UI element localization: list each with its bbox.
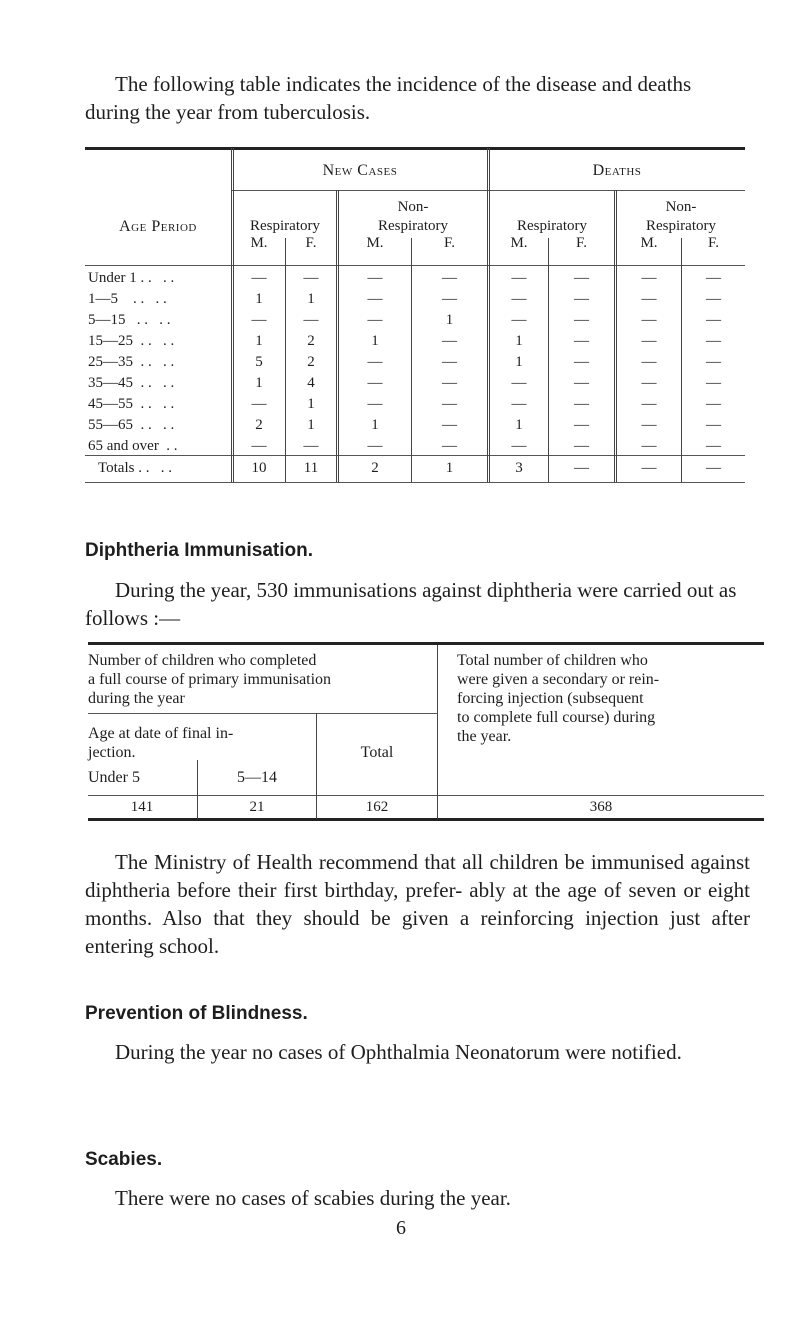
table-cell: 1 — [371, 333, 379, 349]
scabies-paragraph — [85, 1184, 750, 1212]
m-header: M. — [366, 235, 384, 251]
f-header: F. — [444, 235, 455, 251]
table-cell: — — [511, 375, 527, 391]
tuberculosis-table — [0, 0, 801, 500]
table-cell: — — [641, 354, 657, 370]
age-header-line: Age at date of final in- — [88, 725, 234, 742]
table-cell: — — [641, 291, 657, 307]
diphtheria-intro-text: During the year, 530 immunisations against diphtheria were carried out as follows :— — [85, 578, 737, 630]
under5-value: 141 — [130, 799, 154, 815]
f-header: F. — [576, 235, 587, 251]
age-label: 25—35 . . . . — [88, 354, 175, 370]
non-respiratory-header-line2: Respiratory — [646, 218, 716, 234]
table-cell: 2 — [307, 333, 315, 349]
table-cell: 5 — [255, 354, 263, 370]
secondary-header-line: Total number of children who — [457, 652, 648, 669]
table-cell: — — [706, 375, 721, 391]
m-header: M. — [250, 235, 268, 251]
deaths-header: Deaths — [592, 162, 642, 179]
table-cell: — — [442, 333, 457, 349]
totals-cell: 3 — [515, 460, 523, 476]
table-top-rule — [85, 147, 745, 150]
age-label: 65 and over . . — [88, 438, 178, 454]
totals-label: Totals . . . . — [98, 460, 172, 476]
table-cell: 1 — [307, 396, 315, 412]
table-cell: 1 — [307, 417, 315, 433]
table-cell: 1 — [515, 333, 523, 349]
recommendation-paragraph — [85, 848, 750, 960]
table-cell: — — [251, 396, 267, 412]
table-cell: — — [442, 438, 457, 454]
secondary-header — [457, 651, 757, 746]
secondary-header-line: were given a secondary or rein- — [457, 671, 660, 688]
table-cell: — — [574, 354, 589, 370]
table-cell: — — [511, 291, 527, 307]
divider — [614, 190, 615, 482]
primary-header — [88, 651, 433, 708]
secondary-header-line: the year. — [457, 728, 512, 745]
table-cell: — — [641, 396, 657, 412]
table-cell: — — [442, 417, 457, 433]
table-cell: 1 — [371, 417, 379, 433]
blindness-paragraph — [85, 1038, 750, 1066]
m-header: M. — [640, 235, 658, 251]
table-cell: 1 — [445, 312, 454, 328]
age-label: 55—65 . . . . — [88, 417, 175, 433]
table-cell: — — [303, 270, 319, 286]
table-cell: — — [706, 333, 721, 349]
age-header-line: jection. — [88, 744, 136, 761]
table-cell: — — [641, 438, 657, 454]
table-cell: — — [442, 375, 457, 391]
primary-header-line: during the year — [88, 690, 185, 707]
scabies-heading: Scabies. — [85, 1149, 163, 1170]
table-bottom-rule — [85, 482, 745, 483]
totals-cell: 10 — [251, 460, 267, 476]
totals-cell: — — [706, 460, 721, 476]
table-cell: 2 — [255, 417, 263, 433]
table-cell: — — [367, 354, 383, 370]
age5-14-value: 21 — [249, 799, 265, 815]
table-cell: — — [706, 312, 721, 328]
table-cell: — — [303, 312, 319, 328]
totals-cell: 1 — [445, 460, 454, 476]
table-cell: 1 — [515, 417, 523, 433]
table-cell: — — [706, 354, 721, 370]
table-cell: 4 — [307, 375, 315, 391]
table-cell: — — [574, 312, 589, 328]
age-header — [88, 724, 308, 762]
table-cell: — — [574, 396, 589, 412]
table-cell: — — [706, 291, 721, 307]
primary-header-line: a full course of primary immunisation — [88, 671, 332, 688]
scabies-text: There were no cases of scabies during the year. — [115, 1186, 511, 1210]
table-cell: — — [367, 375, 383, 391]
non-respiratory-header-line1: Non- — [665, 199, 697, 215]
table-cell: — — [641, 375, 657, 391]
age-label: 5—15 . . . . — [88, 312, 171, 328]
non-respiratory-header-line1: Non- — [397, 199, 429, 215]
totals-cell: 2 — [371, 460, 379, 476]
divider — [437, 645, 438, 819]
table-cell: — — [367, 291, 383, 307]
totals-cell: 11 — [303, 460, 319, 476]
table-cell: — — [574, 270, 589, 286]
age-label: 1—5 . . . . — [88, 291, 167, 307]
table-cell: — — [511, 438, 527, 454]
table-cell: — — [706, 417, 721, 433]
table-cell: — — [303, 438, 319, 454]
non-respiratory-header-line2: Respiratory — [378, 218, 448, 234]
table-cell: 1 — [255, 291, 263, 307]
table-cell: — — [574, 375, 589, 391]
table-cell: — — [367, 396, 383, 412]
table-cell: — — [367, 270, 383, 286]
recommendation-text: The Ministry of Health recommend that all children be immunised against diphtheria before their first birthday, prefer- ably at the age of seven or eight months. Also that they should be given a reinforcing injection just after entering school. — [85, 850, 750, 958]
total-header: Total — [360, 744, 394, 761]
age-period-header: Age Period — [119, 218, 197, 235]
table-cell: — — [574, 291, 589, 307]
divider — [231, 148, 232, 482]
sub-header-rule — [88, 795, 764, 796]
age-label: 15—25 . . . . — [88, 333, 175, 349]
table-cell: — — [367, 438, 383, 454]
table-cell: — — [706, 396, 721, 412]
table-cell: — — [251, 438, 267, 454]
table-top-rule — [88, 642, 764, 645]
table-cell: — — [442, 354, 457, 370]
new-cases-header: New Cases — [322, 162, 398, 179]
f-header: F. — [305, 235, 317, 251]
totals-cell: — — [574, 460, 589, 476]
age-label: 35—45 . . . . — [88, 375, 175, 391]
secondary-header-line: to complete full course) during — [457, 709, 656, 726]
respiratory-header: Respiratory — [517, 218, 587, 234]
table-cell: — — [641, 333, 657, 349]
secondary-header-line: forcing injection (subsequent — [457, 690, 644, 707]
divider — [487, 148, 488, 482]
table-cell: — — [511, 396, 527, 412]
blindness-heading: Prevention of Blindness. — [85, 1003, 308, 1024]
table-bottom-rule — [88, 818, 764, 821]
m-header: M. — [510, 235, 528, 251]
table-cell: — — [442, 396, 457, 412]
table-cell: 1 — [255, 333, 263, 349]
table-cell: 1 — [255, 375, 263, 391]
header-bottom-rule — [85, 265, 745, 266]
header-mid-rule — [88, 713, 437, 714]
respiratory-header: Respiratory — [250, 218, 320, 234]
age-label: 45—55 . . . . — [88, 396, 175, 412]
table-cell: — — [442, 291, 457, 307]
table-cell: — — [641, 417, 657, 433]
under5-header: Under 5 — [88, 769, 140, 786]
table-cell: — — [511, 312, 527, 328]
total-value: 162 — [365, 799, 389, 815]
age5-14-header: 5—14 — [237, 769, 277, 786]
table-cell: — — [641, 312, 657, 328]
table-cell: — — [574, 333, 589, 349]
page-number: 6 — [396, 1217, 406, 1239]
table-cell: — — [706, 438, 721, 454]
primary-header-line: Number of children who completed — [88, 652, 317, 669]
table-cell: 2 — [307, 354, 315, 370]
table-cell: — — [251, 312, 267, 328]
totals-cell: — — [641, 460, 657, 476]
table-cell: — — [442, 270, 457, 286]
secondary-value: 368 — [589, 799, 613, 815]
table-cell: — — [574, 438, 589, 454]
f-header: F. — [708, 235, 719, 251]
diphtheria-heading: Diphtheria Immunisation. — [85, 540, 314, 561]
table-cell: — — [251, 270, 267, 286]
table-cell: 1 — [307, 291, 315, 307]
intro-text: The following table indicates the incidence of the disease and deaths during the year from tuberculosis. — [85, 72, 692, 124]
diphtheria-intro — [85, 576, 750, 632]
table-cell: — — [706, 270, 721, 286]
table-cell: — — [511, 270, 527, 286]
divider — [336, 190, 337, 482]
table-cell: 1 — [515, 354, 523, 370]
totals-top-rule — [85, 455, 745, 456]
table-cell: — — [574, 417, 589, 433]
table-cell: — — [367, 312, 383, 328]
table-cell: — — [641, 270, 657, 286]
age-label: Under 1 . . . . — [88, 270, 175, 286]
blindness-text: During the year no cases of Ophthalmia Neonatorum were notified. — [115, 1040, 682, 1064]
